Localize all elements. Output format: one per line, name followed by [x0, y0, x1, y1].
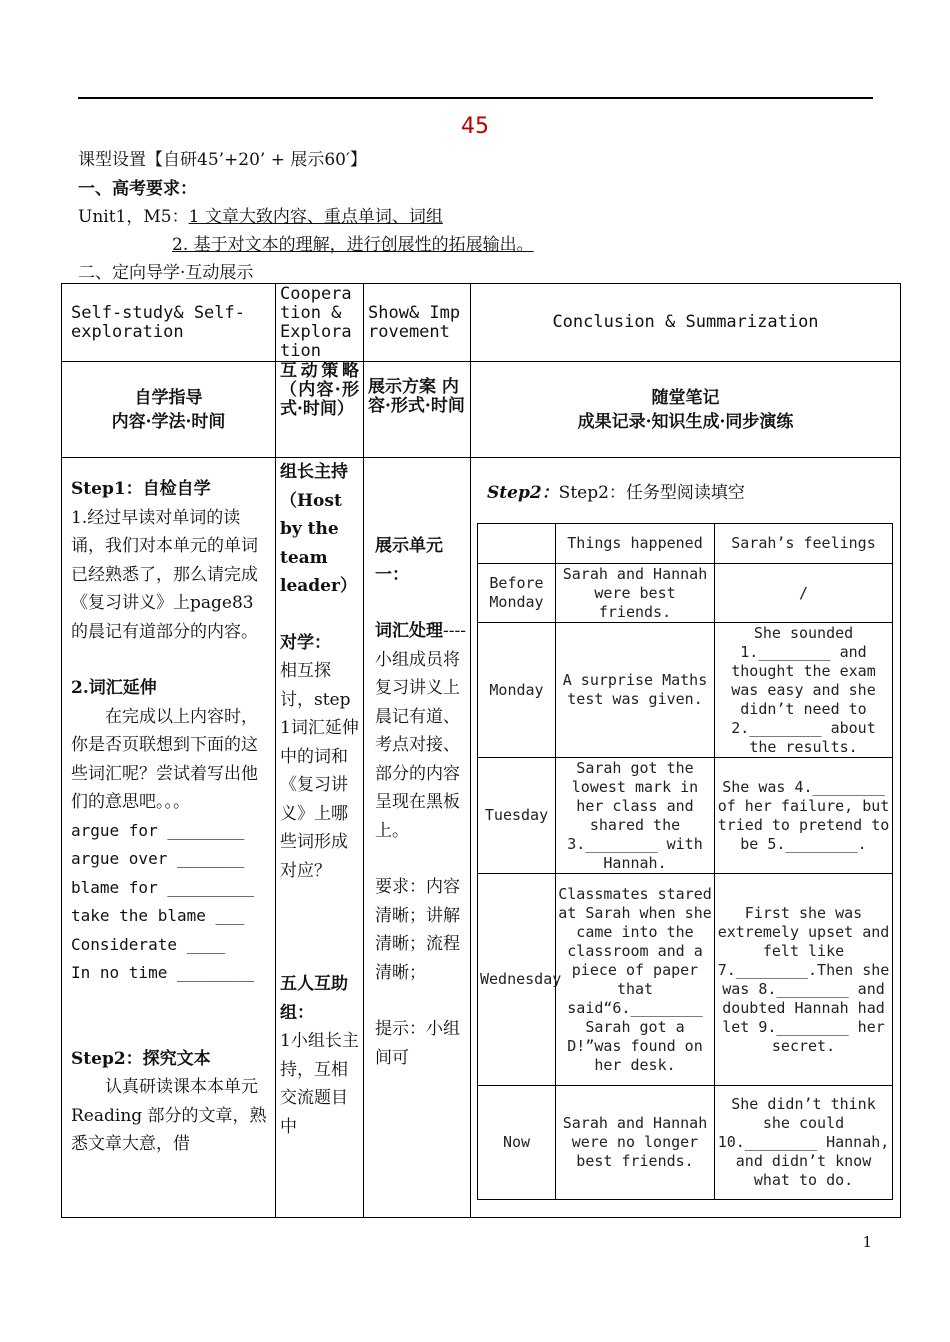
col2-subheader: 互动策略（内容·形式·时间） — [276, 362, 364, 458]
header-show: Show& Improvement — [364, 284, 471, 362]
header-self-study: Self-study& Self-exploration — [62, 284, 276, 362]
task-reading-table — [477, 523, 893, 1200]
table-row — [478, 524, 893, 564]
table-cell: Sarah’s feelings — [715, 524, 893, 564]
table-cell: Sarah and Hannah were best friends. — [556, 564, 715, 623]
table-cell — [478, 524, 556, 564]
step1-2-title: 2.词汇延伸 — [71, 678, 157, 698]
table-cell: Wednesday — [478, 874, 556, 1086]
table-row — [478, 564, 893, 623]
step1-title: Step1：自检自学 — [71, 479, 211, 499]
col1-content — [62, 458, 276, 1218]
course-setting: 课型设置【自研45’+20’ + 展示60′】 — [78, 150, 367, 170]
col4-subheader — [471, 362, 901, 458]
requirement-2: 2. 基于对文本的理解，进行创展性的拓展输出。 — [172, 235, 534, 255]
vocab-item: argue over _______ — [71, 849, 245, 868]
vocab-item: In no time ________ — [71, 963, 255, 982]
col4-sub-b: 成果记录·知识生成·同步演练 — [577, 411, 794, 432]
table-cell: Sarah and Hannah were no longer best friends. — [556, 1086, 715, 1200]
table-row — [478, 758, 893, 874]
step1-2-text: 在完成以上内容时，你是否页联想到下面的这些词汇呢？尝试着写出他们的意思吧。。。 — [71, 706, 258, 812]
table-cell: Things happened — [556, 524, 715, 564]
col3-vocab-text: ----小组成员将复习讲义上晨记有道、考点对接、部分的内容呈现在黑板上。 — [375, 621, 466, 841]
section2-title: 二、定向导学·互动展示 — [78, 263, 254, 283]
table-row — [478, 1086, 893, 1200]
step1-text: 1.经过早读对单词的读诵，我们对本单元的单词已经熟悉了，那么请完成《复习讲义》上page83的晨记有道部分的内容。 — [71, 507, 258, 642]
col3-unit: 展示单元一： — [375, 536, 443, 585]
col2-pair-text: 相互探讨，step 1词汇延伸中的词和《复习讲义》上哪些词形成对应？ — [280, 661, 359, 881]
req1-text: 1 文章大致内容、重点单词、词组 — [188, 207, 443, 227]
col2-host: 组长主持（Host by the team leader） — [280, 462, 357, 596]
table-cell: First she was extremely upset and felt like 7.________.Then she was 8.________ and doubted Hannah had let 9.________ her secret. — [715, 874, 893, 1086]
table-cell: Now — [478, 1086, 556, 1200]
table-cell: Classmates stared at Sarah when she came into the classroom and a piece of paper that said“6.________ Sarah got a D!”was found on her desk. — [556, 874, 715, 1086]
step2-text: 认真研读课本本单元Reading 部分的文章，熟悉文章大意，借 — [71, 1077, 267, 1154]
table-cell: Before Monday — [478, 564, 556, 623]
col2-pair-title: 对学： — [280, 632, 331, 653]
table-cell: She didn’t think she could 10.________ Hannah, and didn’t know what to do. — [715, 1086, 893, 1200]
table-row — [478, 874, 893, 1086]
col3-vocab-title: 词汇处理 — [375, 621, 443, 641]
step2-title: Step2：探究文本 — [71, 1048, 211, 1069]
col2-group-title: 五人互助组： — [280, 974, 348, 1023]
table-cell: A surprise Maths test was given. — [556, 623, 715, 758]
table-cell: / — [715, 564, 893, 623]
table-cell: Sarah got the lowest mark in her class and shared the 3.________ with Hannah. — [556, 758, 715, 874]
table-cell: She sounded 1.________ and thought the exam was easy and she didn’t need to 2.________ about the results. — [715, 623, 893, 758]
vocab-item: argue for ________ — [71, 820, 245, 840]
col3-subheader: 展示方案 内容·形式·时间 — [364, 362, 471, 458]
col1-sub-b: 内容·学法·时间 — [111, 411, 226, 432]
col1-subheader — [62, 362, 276, 458]
vocab-list — [71, 817, 269, 988]
col4-step2-title: Step2：Step2：任务型阅读填空 — [487, 483, 745, 503]
col3-content — [364, 458, 471, 1218]
section1-title: 一、高考要求： — [78, 179, 197, 199]
table-cell: Tuesday — [478, 758, 556, 874]
header-rule — [78, 97, 873, 99]
header-cooperation: Cooperation & Exploration — [276, 284, 364, 362]
table-cell: Monday — [478, 623, 556, 758]
requirement-1 — [78, 202, 443, 227]
col2-content — [276, 458, 364, 1218]
col3-requirements: 要求：内容清晰；讲解清晰；流程清晰； — [375, 877, 460, 983]
header-conclusion: Conclusion & Summarization — [471, 284, 901, 362]
col3-vocab — [375, 617, 466, 845]
req-prefix: Unit1，M5： — [78, 207, 189, 227]
page-number: 1 — [862, 1233, 872, 1251]
col1-sub-a: 自学指导 — [134, 387, 203, 408]
col2-group-text: 1小组长主持，互相交流题目中 — [280, 1031, 359, 1137]
vocab-item: Considerate ____ — [71, 934, 226, 954]
table-cell: She was 4.________ of her failure, but tried to pretend to be 5.________. — [715, 758, 893, 874]
header-number: 45 — [461, 114, 489, 139]
col3-hint: 提示：小组间可 — [375, 1019, 460, 1068]
col4-sub-a: 随堂笔记 — [651, 387, 720, 408]
vocab-item: take the blame ___ — [71, 906, 245, 925]
table-row — [478, 623, 893, 758]
vocab-item: blame for _________ — [71, 877, 255, 897]
